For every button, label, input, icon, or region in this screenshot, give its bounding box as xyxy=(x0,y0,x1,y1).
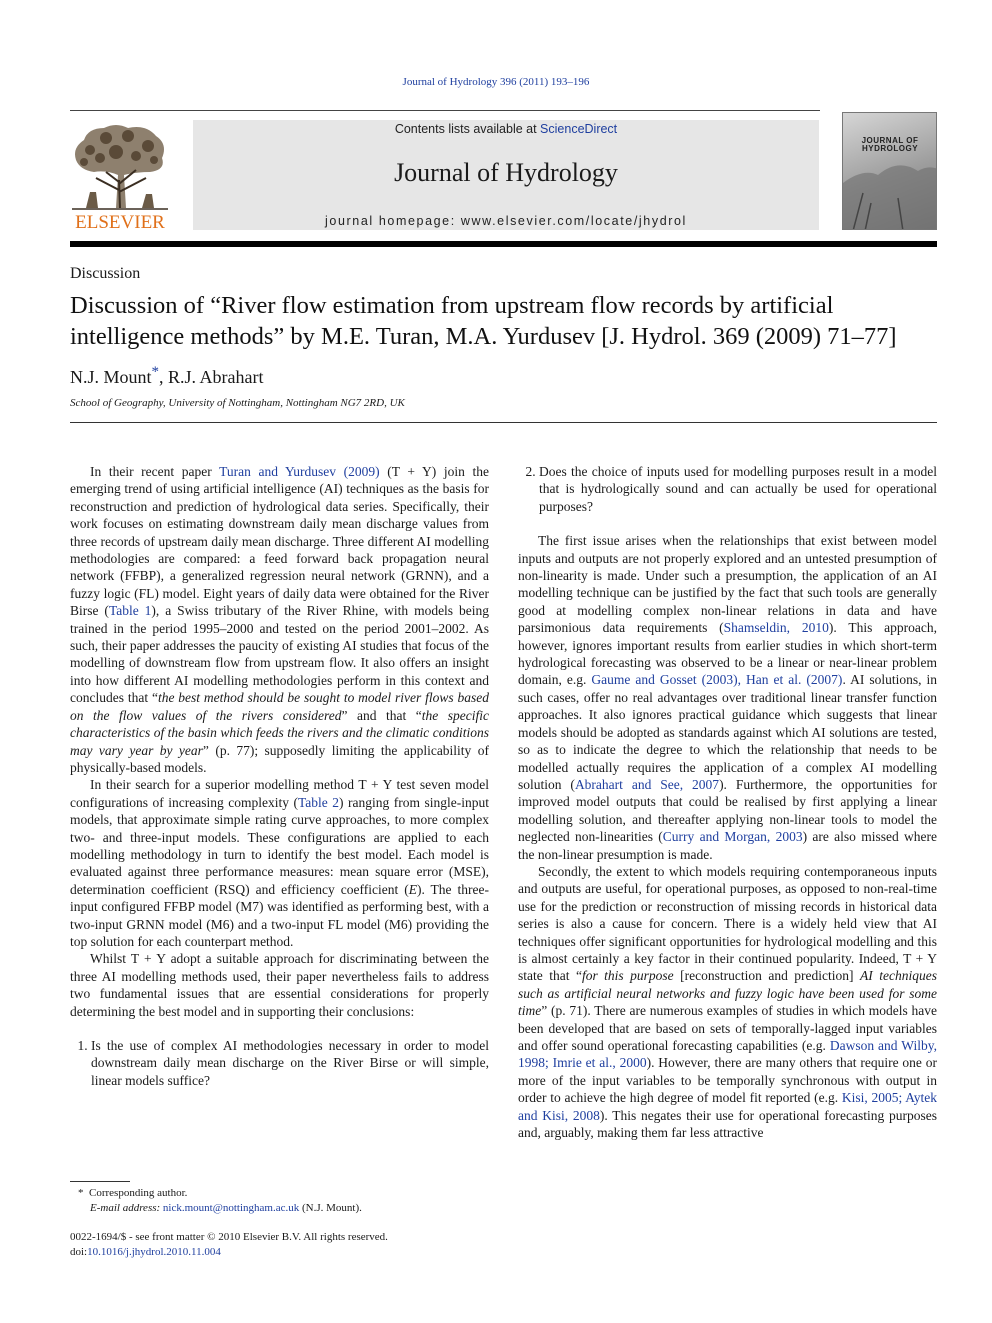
ref-kisi-aytek[interactable]: Kisi, 2005; Aytek and Kisi, 2008 xyxy=(518,1090,937,1123)
question-2: 2. Does the choice of inputs used for modelling purposes result in a model that is hydrologically sound and can actually be used for operational purposes? xyxy=(539,463,937,515)
ref-turan-yurdusev[interactable]: Turan and Yurdusev (2009) xyxy=(219,464,380,479)
ref-curry-morgan[interactable]: Curry and Morgan, 2003 xyxy=(662,829,803,845)
journal-banner xyxy=(193,120,819,230)
email-label: E-mail address: xyxy=(90,1202,163,1214)
doi-link[interactable]: 10.1016/j.jhydrol.2010.11.004 xyxy=(87,1245,221,1258)
email-link[interactable]: nick.mount@nottingham.ac.uk xyxy=(162,1202,300,1214)
question-list-2 xyxy=(518,463,937,515)
paragraph-4: The first issue arises when the relationships that exist between model inputs and outputs are not properly explored and an untested presumption of non-linearity is made. Under such a presumption, the application of an AI modelling technique can be justified by the fact that such tools are generally good at modelling complex non-linear relations in data and have parsimonious data requirements (Shamseldin, 2010). This approach, however, ignores important results from earlier studies in which short-term hydrological forecasting was observed to be a linear or near-linear problem domain, e.g. Gaume and Gosset (2003), Han et al. (2007). AI solutions, in such cases, offer no real advantages over traditional linear transfer function approaches. It also ignores practical guidance which suggests that linear models should be adopted as standards against which AI solutions are tested, so as to indicate the degree to which the relationship that needs to be modelled actually requires the application of a complex AI modelling solution (Abrahart and See, 2007). Furthermore, the opportunities for improved model outputs that could be realised by first applying a linear modelling solution, and thereafter applying non-linear tools to model the neglected non-linearities (Curry and Morgan, 2003) are also missed where the non-linear presumption is made. xyxy=(518,533,937,862)
header-thick-rule xyxy=(70,241,937,247)
affiliation: School of Geography, University of Nottingham, Nottingham NG7 2RD, UK xyxy=(70,397,405,409)
cover-title: JOURNAL OF HYDROLOGY xyxy=(861,136,919,153)
journal-cover-thumbnail[interactable] xyxy=(842,112,937,230)
authors: N.J. Mount*, R.J. Abrahart xyxy=(70,364,264,387)
ref-dawson-imrie[interactable]: Dawson and Wilby, 1998; Imrie et al., 2000 xyxy=(518,1038,938,1071)
paragraph-2: In their search for a superior modelling method T + Y test seven model configurations of increasing complexity (Table 2) ranging from single-input models, that approximate simple rating curve approaches, to more complex two- and three-input models. These configurations are applied to each modelling methodology in turn to identify the best model. Each model is evaluated against three performance measures: mean square error (MSE), determination coefficient (RSQ) and efficiency coefficient (E). The three-input configured FFBP model (M7) was identified as performing best, with a two-input GRNN model (M6) and a two-input FL model (M6) providing the top solution for each counterpart method. xyxy=(70,777,489,949)
ref-table-2[interactable]: Table 2 xyxy=(297,794,339,810)
question-1: 1. Is the use of complex AI methodologies necessary in order to model downstream daily mean discharge on the River Birse or will simple, linear models suffice? xyxy=(91,1037,489,1089)
sciencedirect-link[interactable]: ScienceDirect xyxy=(540,122,618,136)
contents-line xyxy=(193,122,819,136)
footnote-corresponding: Corresponding author. xyxy=(89,1187,188,1199)
question-list-1 xyxy=(70,1037,489,1089)
author-mount: N.J. Mount xyxy=(70,367,152,387)
right-column xyxy=(518,463,937,1141)
copyright-block: 0022-1694/$ - see front matter © 2010 Elsevier B.V. All rights reserved. doi:10.1016/j.jhydrol.2010.11.004 xyxy=(70,1231,388,1258)
homepage-url[interactable]: www.elsevier.com/locate/jhydrol xyxy=(460,214,687,228)
left-column xyxy=(70,463,489,1089)
footnote-mark: * xyxy=(78,1187,84,1199)
ref-abrahart-see[interactable]: Abrahart and See, 2007 xyxy=(574,776,720,792)
journal-title: Journal of Hydrology xyxy=(394,158,618,187)
paragraph-1: In their recent paper Turan and Yurdusev (2009) (T + Y) join the emerging trend of using artificial intelligence (AI) techniques as the basis for reconstruction and prediction of hydrological data series. Specifically, their work focuses on estimating downstream daily mean discharge values from three records of upstream daily mean discharge. Three different AI modelling methodologies are compared: a feed forward back propagation neural network (FFBP), a generalized regression neural network (GRNN), and a fuzzy logic (FL) model. Eight years of daily data were obtained for the River Birse (Table 1), a Swiss tributary of the River Rhine, with models being trained in the period 1995–2000 and tested on the period 2001–2002. As such, their paper addresses the paucity of existing AI studies that focus of the modelling of downstream flow from upstream flow. It also offers an insight into how different AI modelling methodologies perform in this context and concludes that “the best method should be sought to model river flows based on the flow values of the rivers considered” and that “the specific characteristics of the basin which feeds the rivers and the climatic conditions may vary year by year” (p. 77); supposedly limiting the applicability of physically-based models. xyxy=(70,464,489,775)
title-rule xyxy=(70,422,937,423)
contents-prefix: Contents lists available at xyxy=(394,122,541,136)
paragraph-5: Secondly, the extent to which models requiring contemporaneous inputs and outputs are useful, for operational purposes, as opposed to non-real-time use for the prediction or reconstruction of missing records in historical data series is also a cause for concern. There is a widely held view that AI techniques offer significant opportunities for hydrological modelling and this is almost certainly a key factor in their continued popularity. Indeed, T + Y state that “for this purpose [reconstruction and prediction] AI techniques such as artificial neural networks and fuzzy logic have been used for some time” (p. 71). There are numerous examples of studies in which models have been developed that are based on sets of temporally-lagged input variables and offer sound operational forecasting capabilities (e.g. Dawson and Wilby, 1998; Imrie et al., 2000). However, there are many others that require one or more of the input variables to be temporally synchronous with output in order to achieve the high degree of model fit reported (e.g. Kisi, 2005; Aytek and Kisi, 2008). This negates their use for operational forecasting purposes and, arguably, making them far less attractive xyxy=(518,863,938,1141)
elsevier-wordmark: ELSEVIER xyxy=(75,212,165,232)
paper-title: Discussion of “River flow estimation from upstream flow records by artificial intelligence methods” by M.E. Turan, M.A. Yurdusev [J. Hydrol. 369 (2009) 71–77] xyxy=(70,292,897,350)
footnote: * Corresponding author. E-mail address: nick.mount@nottingham.ac.uk (N.J. Mount). xyxy=(78,1187,362,1214)
header-rule xyxy=(70,110,820,111)
ref-gaume-han[interactable]: Gaume and Gosset (2003), Han et al. (2007) xyxy=(591,672,843,688)
homepage-prefix: journal homepage: xyxy=(325,214,461,228)
paragraph-3: Whilst T + Y adopt a suitable approach for discriminating between the three AI modelling methods used, their paper nevertheless fails to address two fundamental issues that are essential considerations for properly determining the best model and in supporting their conclusions: xyxy=(70,951,489,1019)
journal-reference[interactable]: Journal of Hydrology 396 (2011) 193–196 xyxy=(402,76,590,88)
cover-landscape-icon xyxy=(843,113,937,230)
corresponding-author-mark[interactable]: * xyxy=(151,364,160,380)
elsevier-tree-icon xyxy=(66,120,174,232)
issn-line: 0022-1694/$ - see front matter © 2010 Elsevier B.V. All rights reserved. xyxy=(70,1231,388,1243)
ref-shamseldin[interactable]: Shamseldin, 2010 xyxy=(723,620,829,636)
footnote-rule xyxy=(70,1181,130,1182)
author-abrahart: R.J. Abrahart xyxy=(168,367,264,387)
article-section: Discussion xyxy=(70,265,141,282)
elsevier-logo[interactable] xyxy=(66,120,174,232)
journal-homepage xyxy=(193,214,819,228)
ref-table-1[interactable]: Table 1 xyxy=(108,603,152,619)
